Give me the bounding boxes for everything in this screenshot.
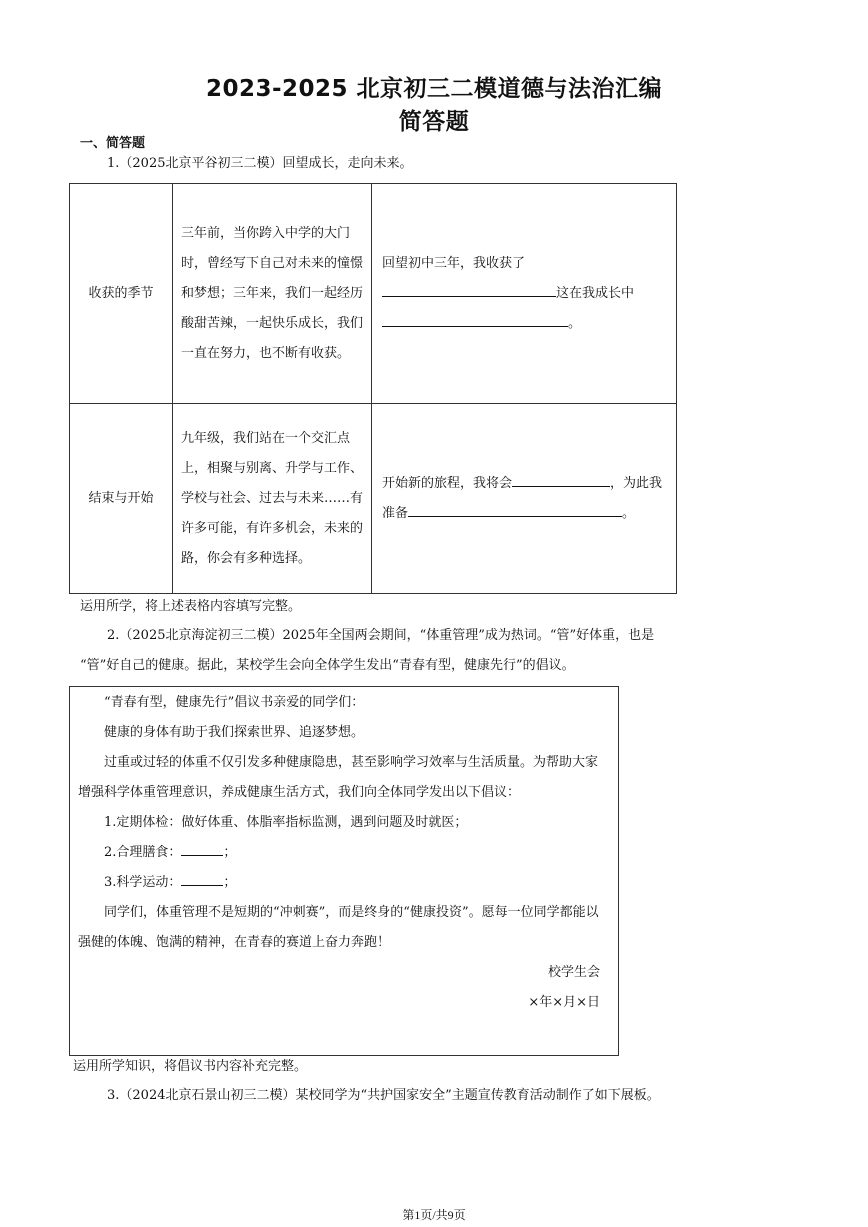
answer-text: 准备: [382, 505, 409, 521]
table-row: [70, 404, 677, 594]
answer-text: 。: [568, 315, 582, 331]
row-material: 三年前，当你跨入中学的大门时，曾经写下自己对未来的憧憬和梦想；三年来，我们一起经历酸甜苦辣，一起快乐成长，我们一直在努力，也不断有收获。: [173, 184, 372, 404]
proposal-date: ×年×月×日: [528, 995, 600, 1010]
proposal-item: [78, 868, 610, 898]
answer-cell: [372, 404, 677, 594]
answer-blank[interactable]: [408, 500, 622, 517]
page-footer: 第1页/共9页: [402, 1208, 466, 1222]
answer-blank[interactable]: [382, 280, 556, 297]
answer-text: 这在我成长中: [556, 285, 635, 301]
answer-blank[interactable]: [382, 310, 568, 327]
q2-stem-line2: “管”好自己的健康。据此，某校学生会向全体学生发出“青春有型，健康先行”的倡议。: [80, 658, 575, 673]
document-subtitle: 简答题: [398, 109, 470, 135]
proposal-item: 1.定期体检：做好体重、体脂率指标监测，遇到问题及时就医；: [104, 815, 468, 830]
q1-table: [69, 183, 677, 594]
answer-blank[interactable]: [512, 470, 610, 487]
answer-text: 回望初中三年，我收获了: [382, 255, 526, 271]
q1-stem: 1.（2025北京平谷初三二模）回望成长，走向未来。: [107, 156, 413, 171]
table-row: [70, 184, 677, 404]
proposal-paragraph: 健康的身体有助于我们探索世界、追逐梦想。: [104, 725, 365, 740]
row-label: 收获的季节: [70, 184, 173, 404]
section-heading: 一、简答题: [80, 136, 146, 151]
answer-text: 开始新的旅程，我将会: [382, 475, 513, 491]
item-label: 2.合理膳食：: [104, 845, 182, 860]
proposal-item: [78, 838, 610, 868]
item-end: ；: [223, 845, 237, 860]
answer-blank[interactable]: [181, 869, 223, 886]
row-label: 结束与开始: [70, 404, 173, 594]
item-label: 3.科学运动：: [104, 875, 182, 890]
proposal-signer: 校学生会: [547, 965, 600, 980]
document-title: 2023-2025 北京初三二模道德与法治汇编: [205, 76, 663, 102]
proposal-paragraph: 同学们，体重管理不是短期的“冲刺赛”，而是终身的“健康投资”。愿每一位同学都能以强健的体魄、饱满的精神，在青春的赛道上奋力奔跑！: [78, 905, 599, 950]
q1-instruction: 运用所学，将上述表格内容填写完整。: [80, 599, 302, 614]
answer-cell: [372, 184, 677, 404]
q3-stem: 3.（2024北京石景山初三二模）某校同学为“共护国家安全”主题宣传教育活动制作了如下展板。: [107, 1088, 660, 1103]
answer-blank[interactable]: [181, 839, 223, 856]
proposal-paragraph: 过重或过轻的体重不仅引发多种健康隐患，甚至影响学习效率与生活质量。为帮助大家增强科学体重管理意识，养成健康生活方式，我们向全体同学发出以下倡议：: [78, 755, 599, 800]
q2-stem-line1: 2.（2025北京海淀初三二模）2025年全国两会期间，“体重管理”成为热词。“管”好体重，也是: [107, 628, 655, 643]
proposal-greeting: “青春有型，健康先行”倡议书亲爱的同学们：: [104, 695, 365, 710]
answer-text: 。: [622, 505, 636, 521]
item-end: ；: [223, 875, 237, 890]
row-material: 九年级，我们站在一个交汇点上，相聚与别离、升学与工作、学校与社会、过去与未来……有许多可能，有许多机会，未来的路，你会有多种选择。: [173, 404, 372, 594]
proposal-box: [69, 686, 619, 1056]
answer-text: ，为此我: [610, 475, 663, 491]
q2-instruction: 运用所学知识，将倡议书内容补充完整。: [73, 1059, 308, 1074]
